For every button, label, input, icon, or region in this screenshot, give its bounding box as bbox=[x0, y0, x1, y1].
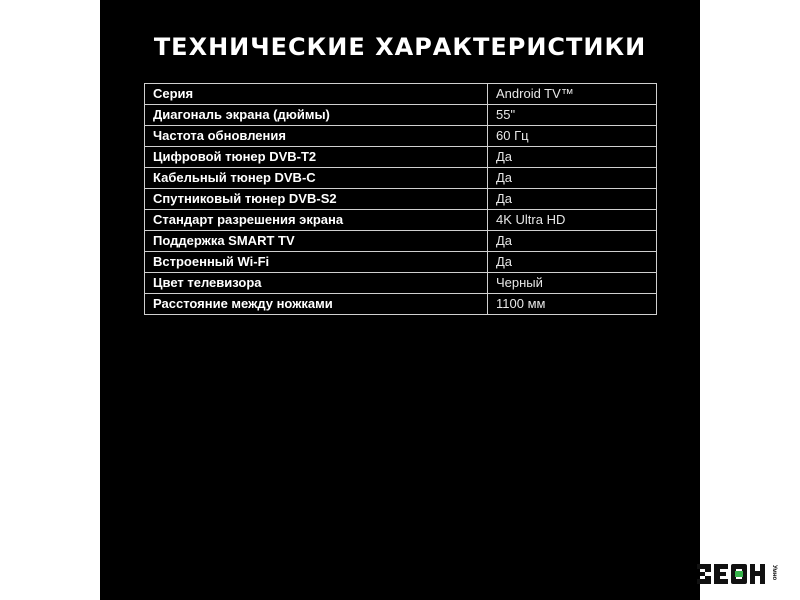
spec-label: Расстояние между ножками bbox=[145, 294, 488, 315]
logo-subtext: Умно bbox=[771, 565, 777, 581]
table-row bbox=[145, 189, 657, 210]
spec-label: Кабельный тюнер DVB-C bbox=[145, 168, 488, 189]
table-row bbox=[145, 168, 657, 189]
spec-value: Да bbox=[488, 231, 657, 252]
table-row bbox=[145, 252, 657, 273]
spec-value: Да bbox=[488, 189, 657, 210]
spec-label: Серия bbox=[145, 84, 488, 105]
table-row bbox=[145, 84, 657, 105]
spec-label: Встроенный Wi-Fi bbox=[145, 252, 488, 273]
spec-value: Android TV™ bbox=[488, 84, 657, 105]
spec-value: 4K Ultra HD bbox=[488, 210, 657, 231]
spec-label: Поддержка SMART TV bbox=[145, 231, 488, 252]
table-row bbox=[145, 105, 657, 126]
spec-value: 55" bbox=[488, 105, 657, 126]
spec-panel bbox=[100, 0, 700, 600]
table-row bbox=[145, 273, 657, 294]
table-row bbox=[145, 210, 657, 231]
table-row bbox=[145, 231, 657, 252]
spec-value: Да bbox=[488, 168, 657, 189]
spec-label: Цифровой тюнер DVB-T2 bbox=[145, 147, 488, 168]
spec-label: Спутниковый тюнер DVB-S2 bbox=[145, 189, 488, 210]
spec-value: Черный bbox=[488, 273, 657, 294]
page-title: ТЕХНИЧЕСКИЕ ХАРАКТЕРИСТИКИ bbox=[153, 33, 647, 61]
table-row bbox=[145, 126, 657, 147]
spec-label: Стандарт разрешения экрана bbox=[145, 210, 488, 231]
spec-label: Частота обновления bbox=[145, 126, 488, 147]
table-row bbox=[145, 294, 657, 315]
spec-value: Да bbox=[488, 252, 657, 273]
spec-value: Да bbox=[488, 147, 657, 168]
spec-value: 1100 мм bbox=[488, 294, 657, 315]
zeon-logo-icon bbox=[696, 560, 780, 588]
zeon-logo-svg bbox=[696, 560, 780, 588]
spec-table bbox=[144, 83, 657, 315]
spec-label: Диагональ экрана (дюймы) bbox=[145, 105, 488, 126]
spec-value: 60 Гц bbox=[488, 126, 657, 147]
table-row bbox=[145, 147, 657, 168]
spec-label: Цвет телевизора bbox=[145, 273, 488, 294]
